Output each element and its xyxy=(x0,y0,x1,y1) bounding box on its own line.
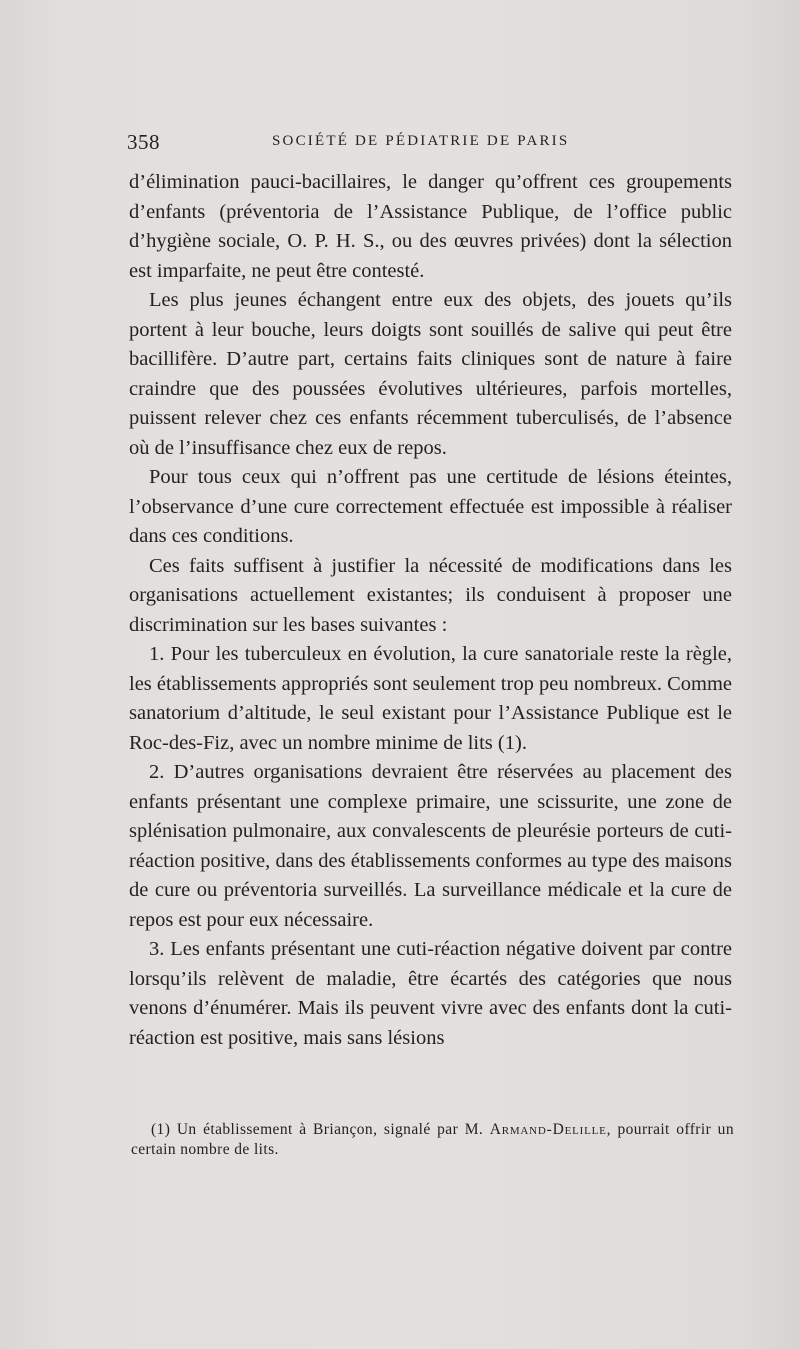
page-number: 358 xyxy=(127,130,160,154)
page-header xyxy=(127,130,732,158)
paragraph-young-children: Les plus jeunes échangent entre eux des objets, des jouets qu’ils portent à leur bouche, leurs doigts sont souillés de salive qui peut être bacillifère. D’autre part, certains faits cliniques sont de nature à faire craindre que des poussées évolutives ultérieures, parfois mortelles, puissent relever chez ces enfants récemment tuberculisés, de l’absence où de l’insuffisance chez eux de repos. xyxy=(129,289,732,459)
paragraph-item-2: 2. D’autres organisations devraient être réservées au placement des enfants présentant une complexe primaire, une scissurite, une zone de splénisation pulmonaire, aux convalescents de pleurésie porteurs de cuti-réaction positive, dans des établissements conformes au type des maisons de cure ou préventoria surveillés. La surveillance médicale et la cure de repos est pour eux nécessaire. xyxy=(129,761,732,931)
footnote xyxy=(131,1120,734,1160)
footnote-text-after: , pourrait offrir un certain nombre de lits. xyxy=(131,1121,734,1158)
paragraph-item-3: 3. Les enfants présentant une cuti-réaction négative doivent par contre lorsqu’ils relèvent de maladie, être écartés des catégories que nous venons d’énumérer. Mais ils peuvent vivre avec des enfants dont la cuti-réaction est positive, mais sans lésions xyxy=(129,938,732,1049)
paragraph-item-1: 1. Pour les tuberculeux en évolution, la cure sanatoriale reste la règle, les établissements appropriés sont seulement trop peu nombreux. Comme sanatorium d’altitude, le seul existant pour l’Assistance Publique est le Roc-des-Fiz, avec un nombre minime de lits (1). xyxy=(129,643,732,754)
running-title: SOCIÉTÉ DE PÉDIATRIE DE PARIS xyxy=(272,133,570,149)
paragraph-lesions: Pour tous ceux qui n’offrent pas une certitude de lésions éteintes, l’observance d’une cure correctement effectuée est impossible à réaliser dans ces conditions. xyxy=(129,466,732,547)
footnote-text-before: (1) Un établissement à Briançon, signalé par M. xyxy=(151,1121,490,1138)
footnote-text xyxy=(131,1120,734,1160)
paragraph-modifications: Ces faits suffisent à justifier la nécessité de modifications dans les organisations actuellement existantes; ils conduisent à proposer une discrimination sur les bases suivantes : xyxy=(129,554,732,636)
footnote-author: Armand-Delille xyxy=(489,1121,607,1138)
body-text xyxy=(129,168,732,1053)
paragraph-continuation: d’élimination pauci-bacillaires, le danger qu’offrent ces groupements d’enfants (préventoria de l’Assistance Publique, de l’office public d’hygiène sociale, O. P. H. S., ou des œuvres privées) dont la sélection est imparfaite, ne peut être contesté. xyxy=(129,171,732,282)
